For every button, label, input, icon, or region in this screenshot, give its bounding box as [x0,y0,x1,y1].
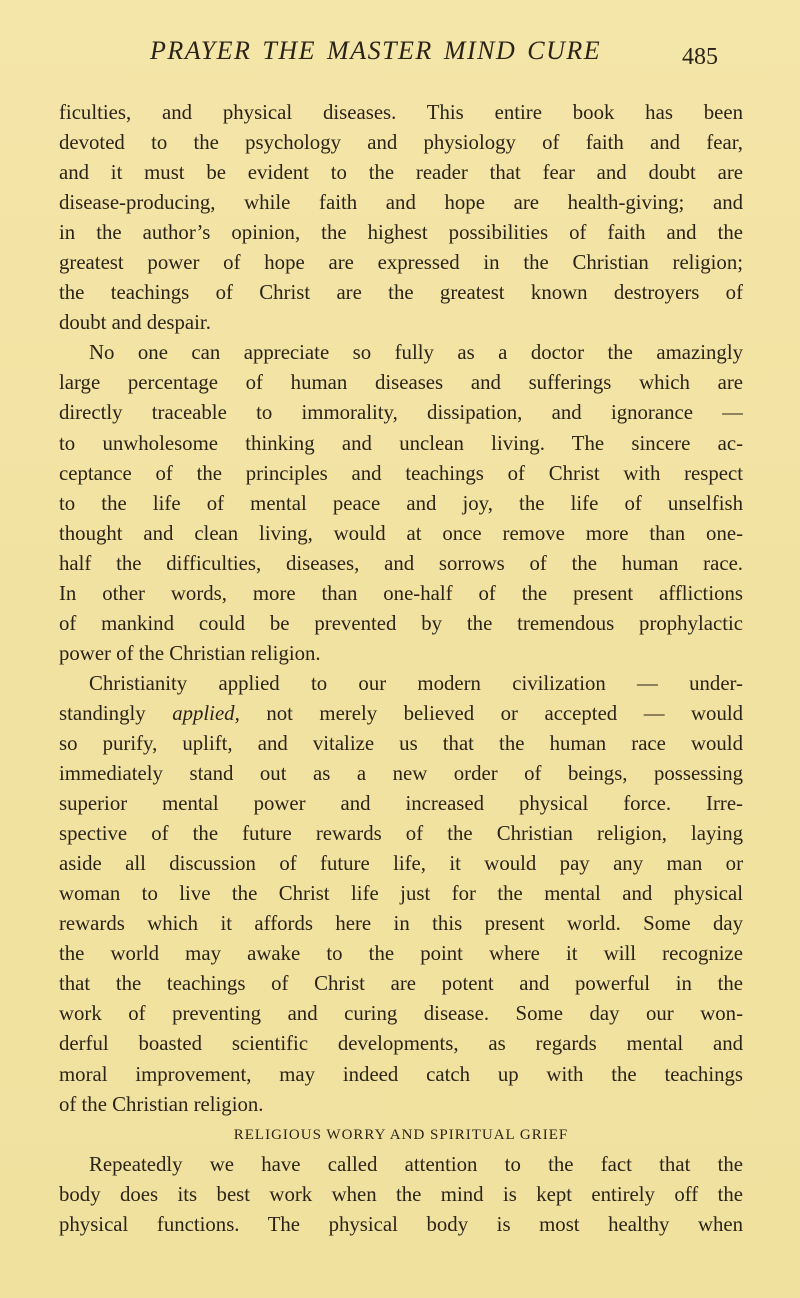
text-line: to the life of mental peace and joy, the life of unselfish [59,491,743,515]
text-line: Repeatedly we have called attention to the fact that the [89,1152,743,1176]
text-line: the teachings of Christ are the greatest known destroyers of [59,281,743,305]
text-line: superior mental power and increased physical force. Irre- [59,792,743,816]
text-line: Christianity applied to our modern civilization — under- [89,671,743,695]
text-line: greatest power of hope are expressed in the Christian religion; [59,251,743,275]
text-line: and it must be evident to the reader that fear and doubt are [59,161,743,185]
text-line: No one can appreciate so fully as a doctor the amazingly [89,341,743,365]
text-line: the world may awake to the point where it will recognize [59,942,743,966]
text-line: ceptance of the principles and teachings of Christ with respect [59,461,743,485]
text-line: moral improvement, may indeed catch up with the teachings [59,1062,743,1086]
text-line: so purify, uplift, and vitalize us that the human race would [59,731,743,755]
text-line: to unwholesome thinking and unclean living. The sincere ac- [59,431,743,455]
text-line: derful boasted scientific developments, as regards mental and [59,1032,743,1056]
page-number: 485 [682,44,718,70]
text-line: power of the Christian religion. [59,641,321,665]
text-line: devoted to the psychology and physiology of faith and fear, [59,131,743,155]
text-line: body does its best work when the mind is kept entirely off the [59,1182,743,1206]
text-line: aside all discussion of future life, it would pay any man or [59,852,743,876]
text-line: ficulties, and physical diseases. This entire book has been [59,101,743,124]
text-line: spective of the future rewards of the Christian religion, laying [59,822,743,846]
text-line: physical functions. The physical body is most healthy when [59,1212,743,1236]
text-line: immediately stand out as a new order of beings, possessing [59,762,743,786]
line-text: standingly [59,701,146,725]
text-line-with-emphasis [59,699,743,729]
running-head [0,36,800,76]
text-line: of mankind could be prevented by the tremendous prophylactic [59,611,743,635]
running-title: PRAYER THE MASTER MIND CURE [150,36,602,65]
emphasis-text: applied, [172,701,240,725]
text-line: In other words, more than one-half of the present afflictions [59,581,743,605]
section-heading: RELIGIOUS WORRY AND SPIRITUAL GRIEF [233,1126,569,1143]
text-line: woman to live the Christ life just for the mental and physical [59,882,743,906]
text-line: half the difficulties, diseases, and sorrows of the human race. [59,551,743,575]
text-line: doubt and despair. [59,311,211,335]
text-line: work of preventing and curing disease. Some day our won- [59,1002,743,1026]
line-text: not merely believed or accepted — would [266,701,743,725]
text-line: rewards which it affords here in this present world. Some day [59,912,743,936]
text-line: in the author’s opinion, the highest possibilities of faith and the [59,221,743,245]
text-line: disease-producing, while faith and hope are health-giving; and [59,191,743,215]
text-line: that the teachings of Christ are potent and powerful in the [59,972,743,996]
text-line: of the Christian religion. [59,1092,264,1116]
text-line: directly traceable to immorality, dissipation, and ignorance — [59,401,743,425]
body-text [59,98,743,1240]
text-line: thought and clean living, would at once remove more than one- [59,521,743,545]
text-line: large percentage of human diseases and sufferings which are [59,371,743,395]
